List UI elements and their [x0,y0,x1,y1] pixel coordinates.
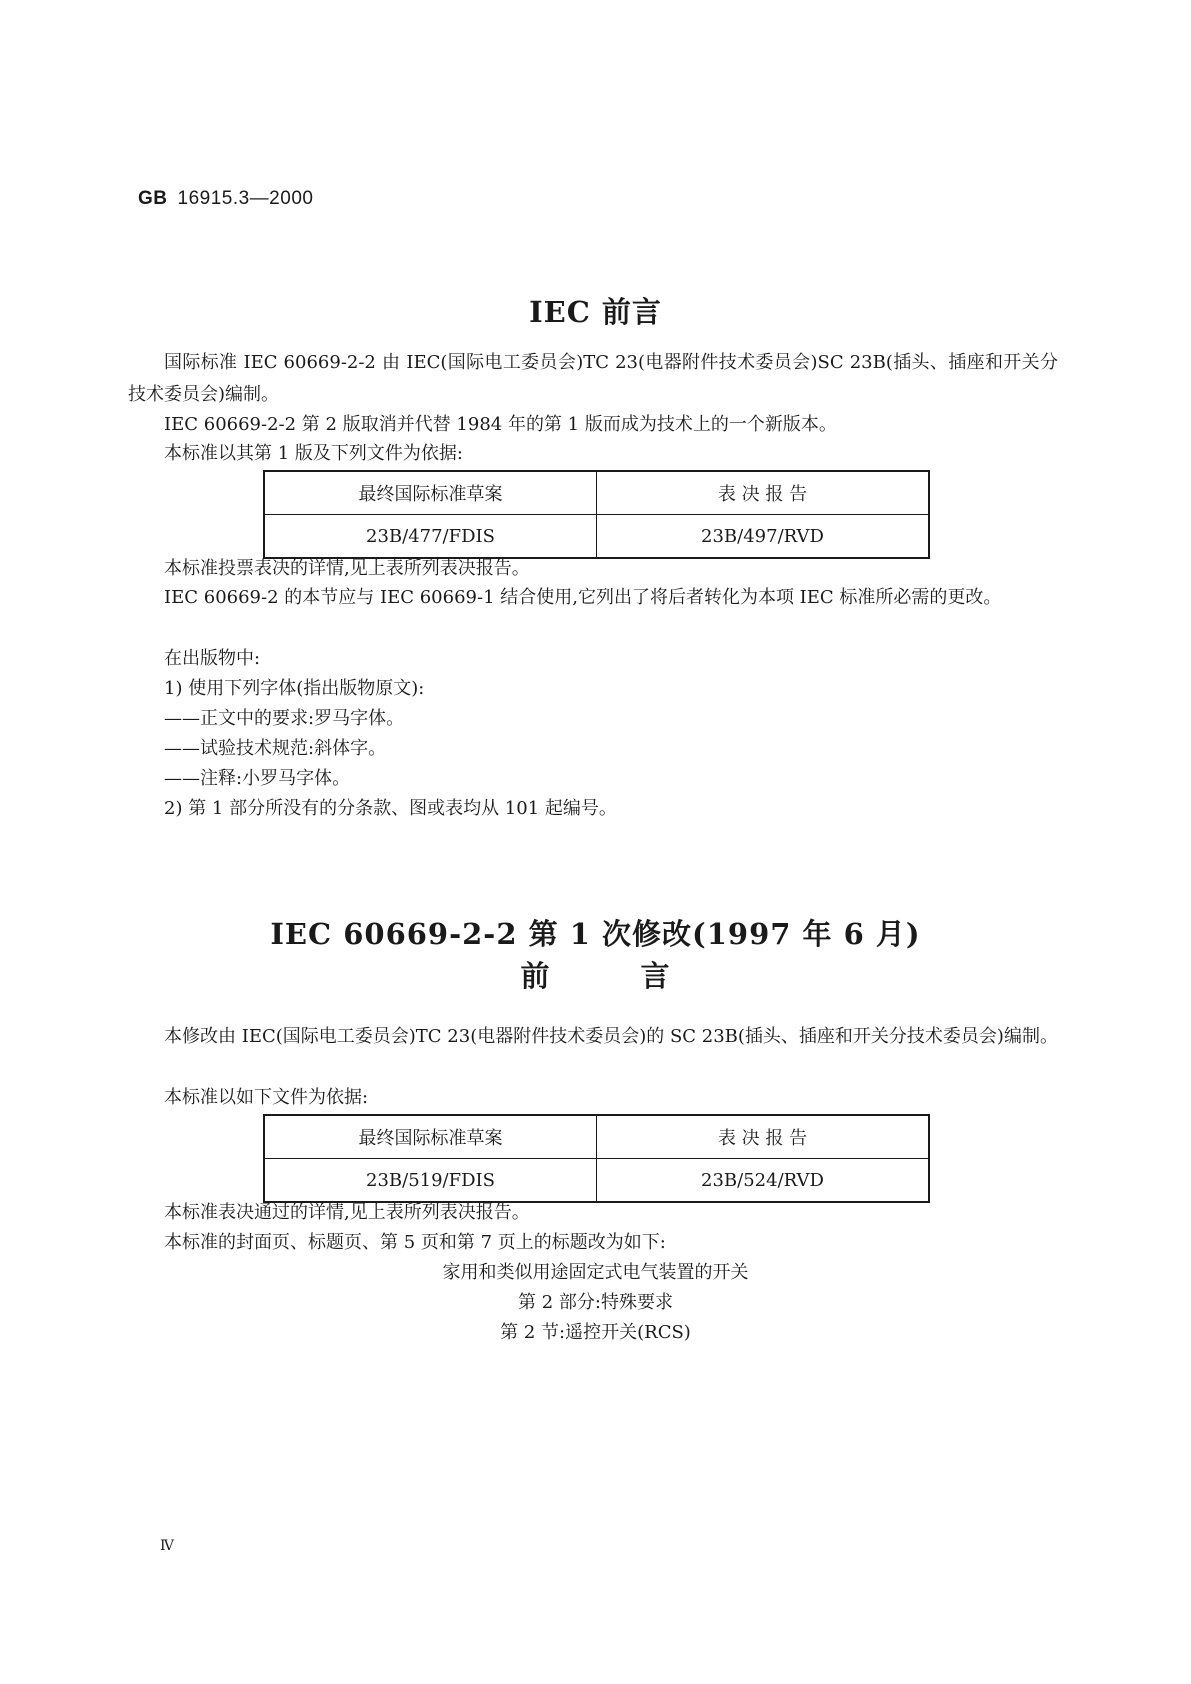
list-item-notes: ——注释:小罗马字体。 [164,768,351,789]
rvd-column-header: 表 决 报 告 [597,471,930,515]
paragraph-6: 在出版物中: [164,648,261,669]
paragraph-5: IEC 60669-2 的本节应与 IEC 60669-1 结合使用,它列出了将后者转化为本项 IEC 标准所必需的更改。 [164,587,1002,608]
gb-prefix: GB [138,188,168,209]
paragraph-numbering: 2) 第 1 部分所没有的分条款、图或表均从 101 起编号。 [164,798,617,819]
fdis-column-header: 最终国际标准草案 [264,1115,597,1159]
foreword-subtitle [0,954,1191,995]
table-row [264,515,929,559]
list-item-italic: ——试验技术规范:斜体字。 [164,738,387,759]
paragraph-3: 本标准以其第 1 版及下列文件为依据: [164,443,463,464]
rvd-cell: 23B/524/RVD [597,1159,930,1203]
paragraph-1: 国际标准 IEC 60669-2-2 由 IEC(国际电工委员会)TC 23(电器附件技术委员会)SC 23B(插头、插座和开关分技术委员会)编制。 [128,352,1058,405]
table-header-row [264,471,929,515]
page-number: Ⅳ [160,1538,174,1554]
fdis-column-header: 最终国际标准草案 [264,471,597,515]
amendment-paragraph-4: 本标准的封面页、标题页、第 5 页和第 7 页上的标题改为如下: [164,1232,666,1253]
new-title-line-2: 第 2 部分:特殊要求 [518,1292,673,1313]
list-item-roman: ——正文中的要求:罗马字体。 [164,708,405,729]
rvd-column-header: 表 决 报 告 [597,1115,930,1159]
standard-code [138,188,313,210]
fdis-cell: 23B/477/FDIS [264,515,597,559]
subtitle-char-2: 言 [640,959,671,993]
paragraph-2: IEC 60669-2-2 第 2 版取消并代替 1984 年的第 1 版而成为技术上的一个新版本。 [164,414,837,435]
subtitle-char-1: 前 [520,959,551,993]
paragraph-7: 1) 使用下列字体(指出版物原文): [164,678,425,699]
rvd-cell: 23B/497/RVD [597,515,930,559]
amendment-paragraph-1: 本修改由 IEC(国际电工委员会)TC 23(电器附件技术委员会)的 SC 23B(插头、插座和开关分技术委员会)编制。 [164,1026,1058,1047]
amendment-title: IEC 60669-2-2 第 1 次修改(1997 年 6 月) [270,917,921,951]
paragraph-4: 本标准投票表决的详情,见上表所列表决报告。 [164,558,530,579]
new-title-line-1: 家用和类似用途固定式电气装置的开关 [442,1262,749,1283]
amendment-paragraph-3: 本标准表决通过的详情,见上表所列表决报告。 [164,1202,530,1223]
new-title-line-3: 第 2 节:遥控开关(RCS) [500,1322,691,1343]
table-row [264,1159,929,1203]
document-basis-table-2 [263,1114,930,1203]
fdis-cell: 23B/519/FDIS [264,1159,597,1203]
document-basis-table-1 [263,470,930,559]
amendment-paragraph-2: 本标准以如下文件为依据: [164,1087,369,1108]
table-header-row [264,1115,929,1159]
standard-number: 16915.3—2000 [177,188,314,209]
iec-foreword-title: IEC 前言 [529,295,662,329]
